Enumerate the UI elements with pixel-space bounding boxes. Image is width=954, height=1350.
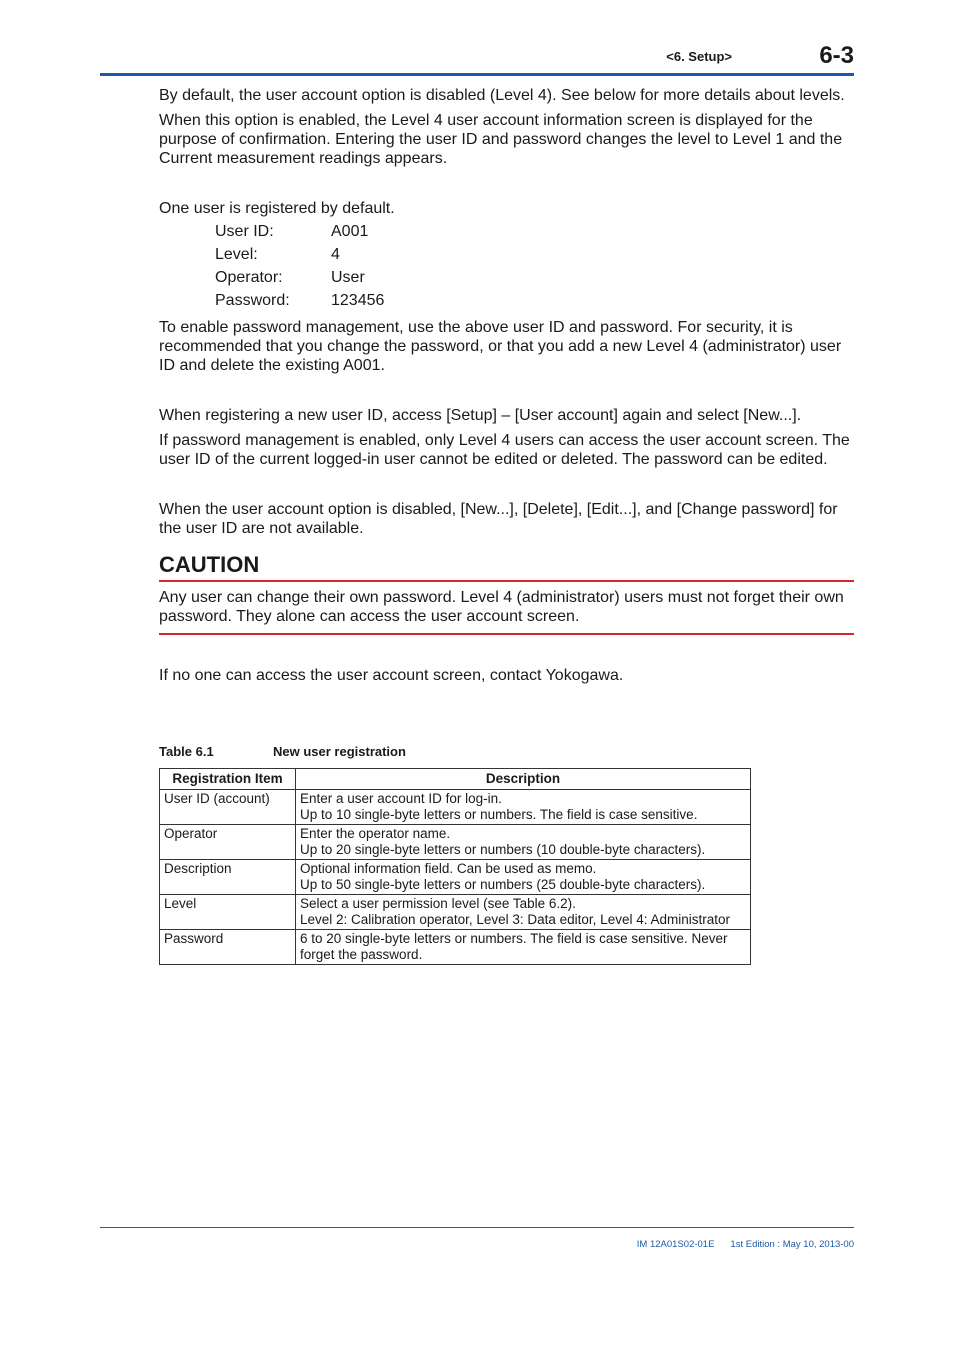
- description-cell: [296, 825, 751, 860]
- description-line: Up to 50 single-byte letters or numbers (25 double-byte characters).: [300, 877, 706, 892]
- page-header: [0, 0, 954, 80]
- description-line: Up to 20 single-byte letters or numbers (10 double-byte characters).: [300, 842, 706, 857]
- document-id: IM 12A01S02-01E: [636, 1239, 715, 1250]
- column-header-item: Registration Item: [160, 769, 296, 790]
- registration-item-cell: User ID (account): [160, 790, 296, 825]
- default-user-value: A001: [331, 223, 369, 240]
- table-number: Table 6.1: [159, 744, 214, 759]
- table-row: [160, 895, 751, 930]
- table-title: New user registration: [273, 744, 406, 759]
- description-line: 6 to 20 single-byte letters or numbers. The field is case sensitive. Never forget the password.: [300, 931, 728, 962]
- default-user-value: 4: [331, 246, 340, 263]
- default-user-list: [215, 222, 854, 314]
- table-row: [160, 790, 751, 825]
- registration-item-cell: Password: [160, 930, 296, 965]
- default-user-key: Operator:: [215, 269, 283, 286]
- footer-divider: [100, 1227, 854, 1228]
- description-line: Select a user permission level (see Table 6.2).: [300, 896, 576, 911]
- default-user-row: [215, 245, 854, 268]
- registration-item-cell: Level: [160, 895, 296, 930]
- registration-item-cell: Operator: [160, 825, 296, 860]
- description-cell: [296, 895, 751, 930]
- description-line: Enter the operator name.: [300, 826, 451, 841]
- default-user-row: [215, 222, 854, 245]
- section-label: <6. Setup>: [666, 49, 732, 64]
- description-line: Optional information field. Can be used as memo.: [300, 861, 597, 876]
- table-header-row: [160, 769, 751, 790]
- column-header-description: Description: [296, 769, 751, 790]
- default-user-value: 123456: [331, 292, 385, 309]
- description-cell: [296, 790, 751, 825]
- caution-heading: CAUTION: [159, 552, 854, 582]
- default-user-row: [215, 268, 854, 291]
- spacer: [159, 475, 854, 500]
- intro-paragraph-2: When this option is enabled, the Level 4 user account information screen is displayed for the purpose of confirmation. Entering the user ID and password changes the level to Level 1 and the Current measurement readings appears.: [159, 112, 843, 167]
- default-user-key: Password:: [215, 292, 290, 309]
- description-line: Level 2: Calibration operator, Level 3: Data editor, Level 4: Administrator: [300, 912, 730, 927]
- default-user-key: User ID:: [215, 223, 274, 240]
- default-user-intro: One user is registered by default.: [159, 200, 395, 217]
- caution-body: Any user can change their own password. Level 4 (administrator) users must not forget their own password. They alone can access the user account screen.: [159, 582, 854, 635]
- spacer: [159, 381, 854, 406]
- spacer: [159, 174, 854, 199]
- contact-note: If no one can access the user account screen, contact Yokogawa.: [159, 667, 624, 684]
- description-cell: [296, 930, 751, 965]
- registration-paragraph-2: If password management is enabled, only Level 4 users can access the user account screen. The user ID of the current logged-in user cannot be edited or deleted. The password can be edited.: [159, 432, 850, 468]
- header-divider: [100, 73, 854, 76]
- table-row: [160, 930, 751, 965]
- user-registration-table: [159, 768, 751, 965]
- spacer: [159, 635, 854, 666]
- default-user-value: User: [331, 269, 365, 286]
- description-line: Up to 10 single-byte letters or numbers. The field is case sensitive.: [300, 807, 698, 822]
- table-row: [160, 860, 751, 895]
- registration-item-cell: Description: [160, 860, 296, 895]
- description-cell: [296, 860, 751, 895]
- intro-paragraph-1: By default, the user account option is disabled (Level 4). See below for more details about levels.: [159, 87, 845, 104]
- default-user-note: To enable password management, use the above user ID and password. For security, it is recommended that you change the password, or that you add a new Level 4 (administrator) user ID and delete the existing A001.: [159, 319, 842, 374]
- page-body: [159, 86, 854, 691]
- page-number: 6-3: [819, 42, 854, 69]
- default-user-row: [215, 291, 854, 314]
- default-user-key: Level:: [215, 246, 258, 263]
- registration-paragraph-1: When registering a new user ID, access [Setup] – [User account] again and select [New...].: [159, 407, 802, 424]
- edition-info: 1st Edition : May 10, 2013-00: [730, 1239, 854, 1250]
- page-footer: [637, 1239, 854, 1250]
- table-row: [160, 825, 751, 860]
- disabled-note: When the user account option is disabled, [New...], [Delete], [Edit...], and [Change password] for the user ID are not available.: [159, 501, 838, 537]
- description-line: Enter a user account ID for log-in.: [300, 791, 502, 806]
- table-caption: [159, 744, 406, 759]
